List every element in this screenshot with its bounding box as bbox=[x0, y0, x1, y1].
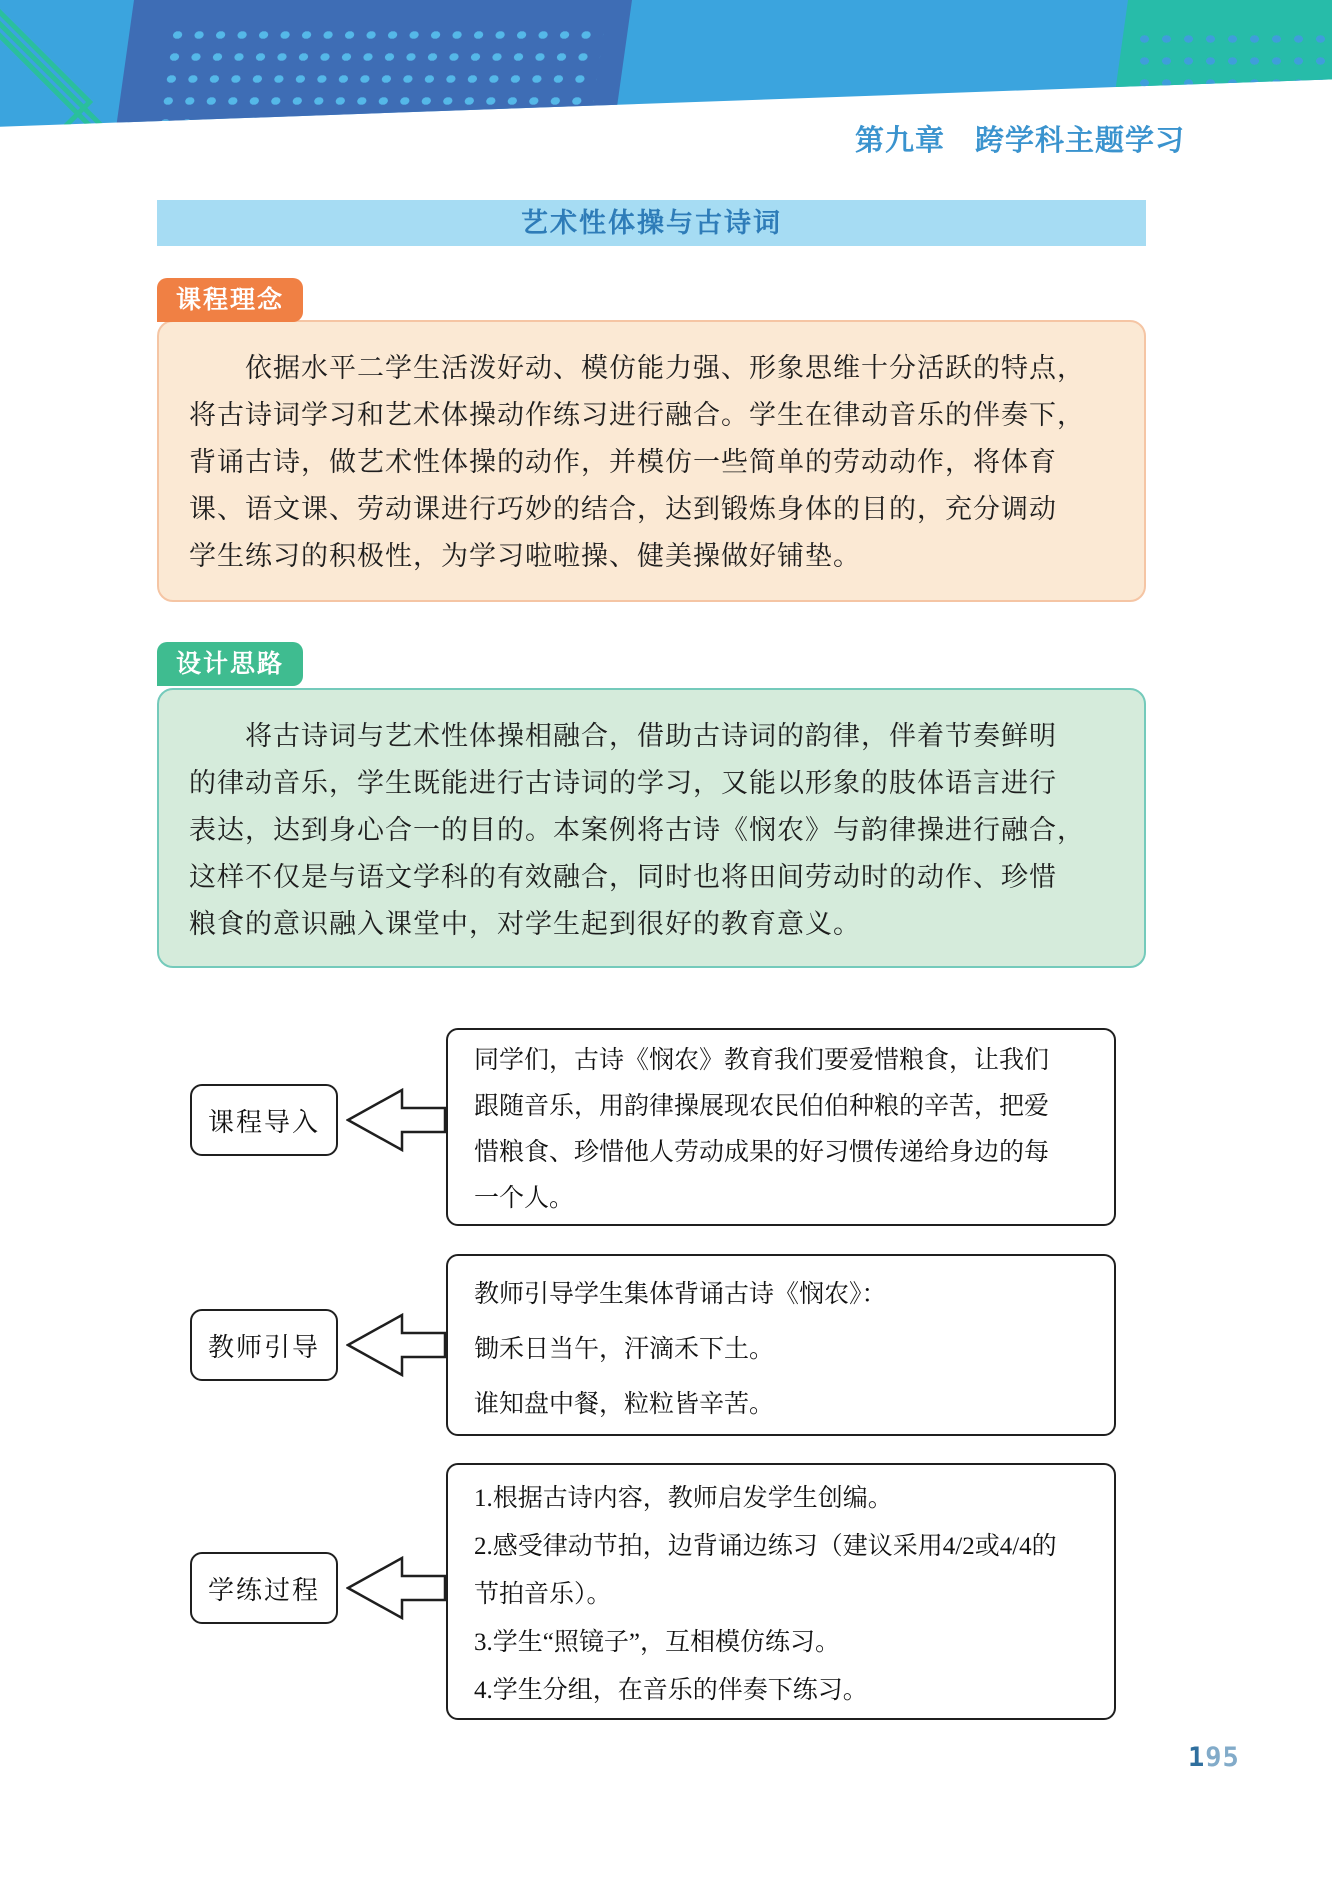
chevron-decoration-icon bbox=[0, 0, 93, 128]
page-title: 艺术性体操与古诗词 bbox=[157, 200, 1146, 246]
banner-teal-panel bbox=[1114, 0, 1332, 100]
text-line: 这样不仅是与语文学科的有效融合，同时也将田间劳动时的动作、珍惜 bbox=[189, 862, 1057, 892]
left-block-arrow-icon bbox=[346, 1086, 446, 1154]
text-line: 惜粮食、珍惜他人劳动成果的好习惯传递给身边的每 bbox=[474, 1139, 1050, 1166]
design-approach-box bbox=[157, 688, 1146, 968]
header-banner bbox=[0, 0, 1332, 128]
dots-pattern bbox=[1134, 28, 1330, 98]
page-number-digits: 95 bbox=[1205, 1742, 1240, 1773]
flow-text-teacher-guidance bbox=[446, 1254, 1116, 1436]
left-block-arrow-icon bbox=[346, 1554, 446, 1622]
text-line: 3.学生“照镜子”，互相模仿练习。 bbox=[474, 1629, 840, 1656]
text-line: 将古诗词学习和艺术体操动作练习进行融合。学生在律动音乐的伴奏下， bbox=[189, 400, 1085, 430]
text-line: 谁知盘中餐，粒粒皆辛苦。 bbox=[474, 1391, 775, 1418]
text-line: 一个人。 bbox=[474, 1185, 575, 1212]
text-line: 同学们，古诗《悯农》教育我们要爱惜粮食，让我们 bbox=[474, 1047, 1050, 1074]
page-number bbox=[1188, 1742, 1240, 1773]
text-line: 节拍音乐）。 bbox=[474, 1581, 612, 1608]
text-line: 1.根据古诗内容，教师启发学生创编。 bbox=[474, 1485, 893, 1512]
banner-dark-panel bbox=[116, 0, 632, 128]
text-line: 学生练习的积极性，为学习啦啦操、健美操做好铺垫。 bbox=[189, 541, 861, 571]
text-line: 依据水平二学生活泼好动、模仿能力强、形象思维十分活跃的特点， bbox=[189, 353, 1085, 383]
text-line: 将古诗词与艺术性体操相融合，借助古诗词的韵律，伴着节奏鲜明 bbox=[189, 721, 1057, 751]
text-line: 2.感受律动节拍，边背诵边练习（建议采用4/2或4/4的 bbox=[474, 1533, 1057, 1560]
text-line: 4.学生分组，在音乐的伴奏下练习。 bbox=[474, 1677, 868, 1704]
text-line: 教师引导学生集体背诵古诗《悯农》： bbox=[474, 1281, 887, 1308]
text-line: 跟随音乐，用韵律操展现农民伯伯种粮的辛苦，把爱 bbox=[474, 1093, 1050, 1120]
text-line: 的律动音乐，学生既能进行古诗词的学习，又能以形象的肢体语言进行 bbox=[189, 768, 1057, 798]
text-line: 表达，达到身心合一的目的。本案例将古诗《悯农》与韵律操进行融合， bbox=[189, 815, 1085, 845]
chapter-heading: 第九章 跨学科主题学习 bbox=[854, 125, 1185, 157]
page-number-digit: 1 bbox=[1188, 1742, 1206, 1773]
dots-pattern bbox=[155, 24, 605, 124]
section-tag-design-approach: 设计思路 bbox=[157, 642, 303, 686]
text-line: 课、语文课、劳动课进行巧妙的结合，达到锻炼身体的目的，充分调动 bbox=[189, 494, 1057, 524]
flow-label-practice-process: 学练过程 bbox=[190, 1552, 338, 1624]
flow-text-practice-process bbox=[446, 1463, 1116, 1720]
text-line: 粮食的意识融入课堂中，对学生起到很好的教育意义。 bbox=[189, 909, 861, 939]
flow-label-course-intro: 课程导入 bbox=[190, 1084, 338, 1156]
text-line: 背诵古诗，做艺术性体操的动作，并模仿一些简单的劳动动作，将体育 bbox=[189, 447, 1057, 477]
section-tag-course-philosophy: 课程理念 bbox=[157, 278, 303, 322]
flow-label-teacher-guidance: 教师引导 bbox=[190, 1309, 338, 1381]
flow-text-course-intro bbox=[446, 1028, 1116, 1226]
text-line: 锄禾日当午，汗滴禾下土。 bbox=[474, 1336, 775, 1363]
course-philosophy-box bbox=[157, 320, 1146, 602]
left-block-arrow-icon bbox=[346, 1311, 446, 1379]
